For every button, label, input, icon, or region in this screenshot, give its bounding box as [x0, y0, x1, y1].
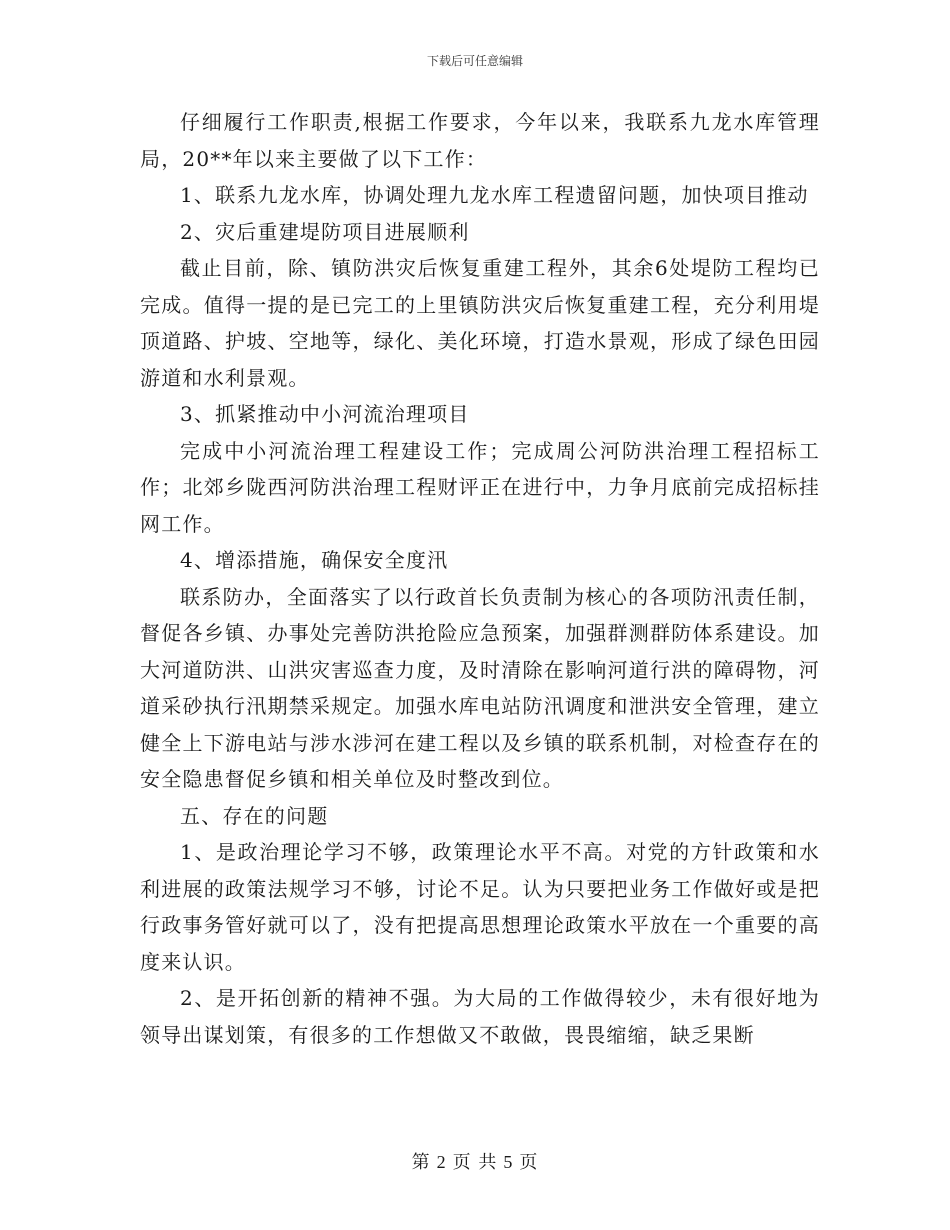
footer-prefix: 第 [411, 1152, 431, 1173]
page-header-note: 下载后可任意编辑 [426, 54, 523, 68]
document-body [140, 104, 820, 1053]
paragraph-body-3: 完成中小河流治理工程建设工作；完成周公河防洪治理工程招标工作；北郊乡陇西河防洪治理工程财评正在进行中，力争月底前完成招标挂网工作。 [140, 438, 820, 536]
paragraph-heading-3: 3、抓紧推动中小河流治理项目 [180, 402, 470, 426]
paragraph-item-1: 1、联系九龙水库，协调处理九龙水库工程遗留问题，加快项目推动 [180, 183, 809, 207]
paragraph-heading-2: 2、灾后重建堤防项目进展顺利 [180, 219, 470, 244]
page-footer [0, 1148, 950, 1174]
footer-total-pages: 5 [503, 1152, 514, 1172]
footer-current-page: 2 [436, 1152, 447, 1172]
paragraph-body-4: 联系防办，全面落实了以行政首长负责制为核心的各项防汛责任制，督促各乡镇、办事处完善防洪抢险应急预案，加强群测群防体系建设。加大河道防洪、山洪灾害巡查力度，及时清除在影响河道行洪的障碍物，河道采砂执行汛期禁采规定。加强水库电站防汛调度和泄洪安全管理，建立健全上下游电站与涉水涉河在建工程以及乡镇的联系机制，对检查存在的安全隐患督促乡镇和相关单位及时整改到位。 [140, 584, 820, 791]
paragraph-heading-4: 4、增添措施，确保安全度汛 [180, 548, 449, 572]
paragraph-problem-1: 1、是政治理论学习不够，政策理论水平不高。对党的方针政策和水利进展的政策法规学习不够，讨论不足。认为只要把业务工作做好或是把行政事务管好就可以了，没有把提高思想理论政策水平放在一个重要的高度来认识。 [140, 840, 820, 974]
paragraph-body-2: 截止目前，除、镇防洪灾后恢复重建工程外，其余6处堤防工程均已完成。值得一提的是已完工的上里镇防洪灾后恢复重建工程，充分利用堤顶道路、护坡、空地等，绿化、美化环境，打造水景观，形成了绿色田园游道和水利景观。 [140, 256, 820, 390]
section-heading-problems: 五、存在的问题 [180, 803, 329, 828]
footer-suffix: 页 [519, 1152, 539, 1173]
footer-middle: 页 共 [452, 1152, 498, 1173]
paragraph-intro: 仔细履行工作职责,根据工作要求，今年以来，我联系九龙水库管理局，20**年以来主要做了以下工作： [140, 110, 820, 171]
paragraph-problem-2: 2、是开拓创新的精神不强。为大局的工作做得较少，未有很好地为领导出谋划策，有很多的工作想做又不敢做，畏畏缩缩，缺乏果断 [140, 986, 820, 1047]
